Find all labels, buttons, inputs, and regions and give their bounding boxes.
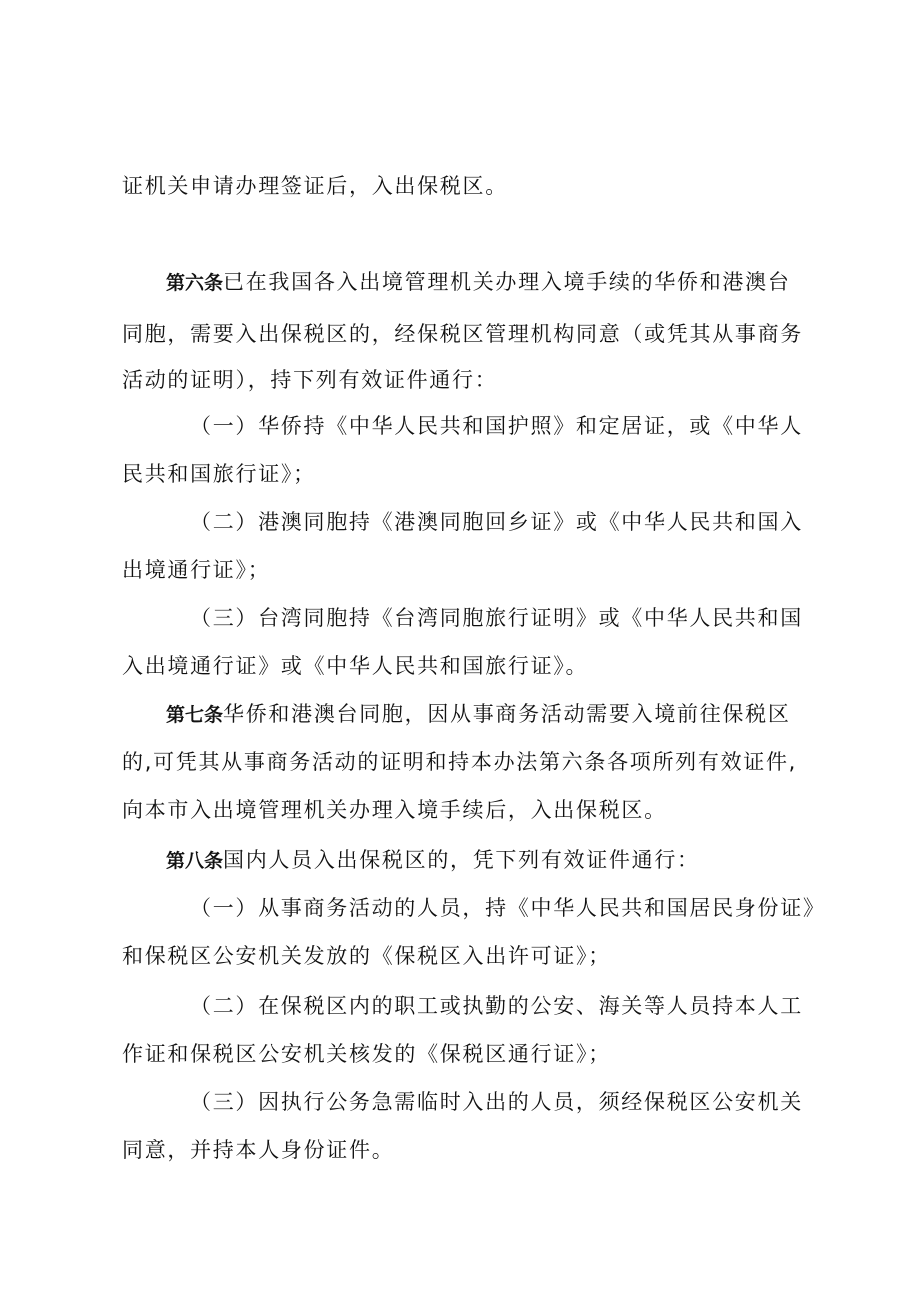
article-6-line-3: 活动的证明），持下列有效证件通行： [122, 368, 498, 392]
article-8-heading: 第八条 [166, 850, 224, 872]
article-8-item-1-line-2: 和保税区公安机关发放的《保税区入出许可证》； [122, 944, 611, 968]
article-6-item-2-line-2: 出境通行证》； [122, 558, 271, 582]
article-6-line-1 [166, 268, 791, 297]
article-7-line-1 [166, 700, 791, 729]
article-6-item-1-line-2: 民共和国旅行证》； [122, 462, 316, 486]
article-6-item-3-line-1: （三）台湾同胞持《台湾同胞旅行证明》或《中华人民共和国 [190, 606, 803, 630]
article-8-item-2-line-1: （二）在保税区内的职工或执勤的公安、海关等人员持本人工 [190, 994, 803, 1018]
article-8-text-1: 国内人员入出保税区的，凭下列有效证件通行： [223, 848, 700, 872]
article-6-line-2: 同胞，需要入出保税区的，经保税区管理机构同意（或凭其从事商务 [122, 322, 803, 346]
article-6-heading: 第六条 [166, 272, 224, 294]
article-7-text-1: 华侨和港澳台同胞，因从事商务活动需要入境前往保税区 [223, 702, 791, 726]
article-6-text-1: 已在我国各入出境管理机关办理入境手续的华侨和港澳台 [223, 270, 791, 294]
article-6-item-3-line-2: 入出境通行证》或《中华人民共和国旅行证》。 [122, 654, 589, 678]
article-8-item-1-line-1: （一）从事商务活动的人员，持《中华人民共和国居民身份证》 [190, 896, 826, 920]
article-6-item-1-line-1: （一）华侨持《中华人民共和国护照》和定居证，或《中华人 [190, 414, 803, 438]
article-6-item-2-line-1: （二）港澳同胞持《港澳同胞回乡证》或《中华人民共和国入 [190, 510, 803, 534]
article-8-item-3-line-1: （三）因执行公务急需临时入出的人员，须经保税区公安机关 [190, 1090, 803, 1114]
article-7-line-2: 的,可凭其从事商务活动的证明和持本办法第六条各项所列有效证件, [122, 750, 798, 774]
continuation-line: 证机关申请办理签证后，入出保税区。 [122, 174, 508, 198]
article-7-line-3: 向本市入出境管理机关办理入境手续后，入出保税区。 [122, 798, 667, 822]
article-8-item-2-line-2: 作证和保税区公安机关核发的《保税区通行证》； [122, 1042, 611, 1066]
article-7-heading: 第七条 [166, 704, 224, 726]
article-8-line-1 [166, 846, 700, 875]
article-8-item-3-line-2: 同意，并持本人身份证件。 [122, 1138, 395, 1162]
